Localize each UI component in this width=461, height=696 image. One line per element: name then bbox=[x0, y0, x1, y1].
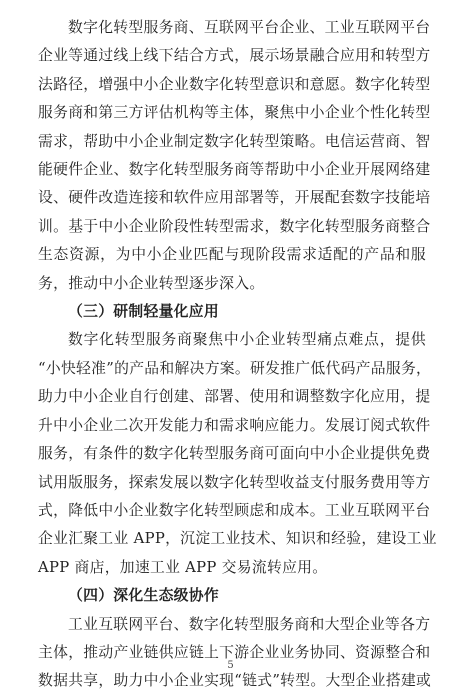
text-line: 服务商和第三方评估机构等主体，聚焦中小企业个性化转型 bbox=[38, 104, 431, 122]
text-line: 数字化转型服务商、互联网平台企业、工业互联网平台 bbox=[68, 19, 431, 36]
text-line: 务，推动中小企业转型逐步深入。 bbox=[38, 274, 265, 292]
text-line: 数据共享，助力中小企业实现“链式”转型。大型企业搭建或 bbox=[38, 672, 432, 690]
text-line: 升中小企业二次开发能力和需求响应能力。发展订阅式软件 bbox=[38, 416, 431, 434]
text-line: 服务，有条件的数字化转型服务商可面向中小企业提供免费 bbox=[38, 445, 431, 463]
text-line: 工业互联网平台、数字化转型服务商和大型企业等各方 bbox=[68, 615, 431, 633]
text-line: 试用版服务，探索发展以数字化转型收益支付服务费用等方 bbox=[38, 473, 431, 491]
text-line: 训。基于中小企业阶段性转型需求，数字化转型服务商整合 bbox=[38, 217, 431, 235]
text-line: 式，降低中小企业数字化转型顾虑和成本。工业互联网平台 bbox=[38, 501, 431, 519]
text-line: 生态资源，为中小企业匹配与现阶段需求适配的产品和服 bbox=[38, 246, 426, 264]
text-line: 需求，帮助中小企业制定数字化转型策略。电信运营商、智 bbox=[38, 132, 431, 150]
text-line: 数字化转型服务商聚焦中小企业转型痛点难点，提供 bbox=[68, 331, 426, 349]
section-heading-3: （三）研制轻量化应用 bbox=[68, 303, 219, 321]
document-body bbox=[38, 14, 437, 696]
text-line: 法路径，增强中小企业数字化转型意识和意愿。数字化转型 bbox=[38, 75, 431, 93]
text-line: 主体，推动产业链供应链上下游企业业务协同、资源整合和 bbox=[38, 643, 431, 661]
paragraph-digital-services bbox=[38, 14, 431, 298]
text-line: APP 商店，加速工业 APP 交易流转应用。 bbox=[38, 558, 328, 576]
page-number: 5 bbox=[227, 660, 234, 671]
text-line: “小快轻准”的产品和解决方案。研发推广低代码产品服务， bbox=[38, 359, 432, 377]
paragraph-lightweight-apps bbox=[38, 326, 437, 582]
text-line: 助力中小企业自行创建、部署、使用和调整数字化应用，提 bbox=[38, 388, 431, 406]
section-heading-4: （四）深化生态级协作 bbox=[68, 587, 219, 605]
text-line: 能硬件企业、数字化转型服务商等帮助中小企业开展网络建 bbox=[38, 161, 431, 179]
text-line: 设、硬件改造连接和软件应用部署等，开展配套数字技能培 bbox=[38, 189, 431, 207]
paragraph-ecosystem-collaboration bbox=[38, 611, 432, 696]
text-line: 企业汇聚工业 APP，沉淀工业技术、知识和经验，建设工业 bbox=[38, 530, 437, 548]
text-line: 企业等通过线上线下结合方式，展示场景融合应用和转型方 bbox=[38, 47, 431, 65]
